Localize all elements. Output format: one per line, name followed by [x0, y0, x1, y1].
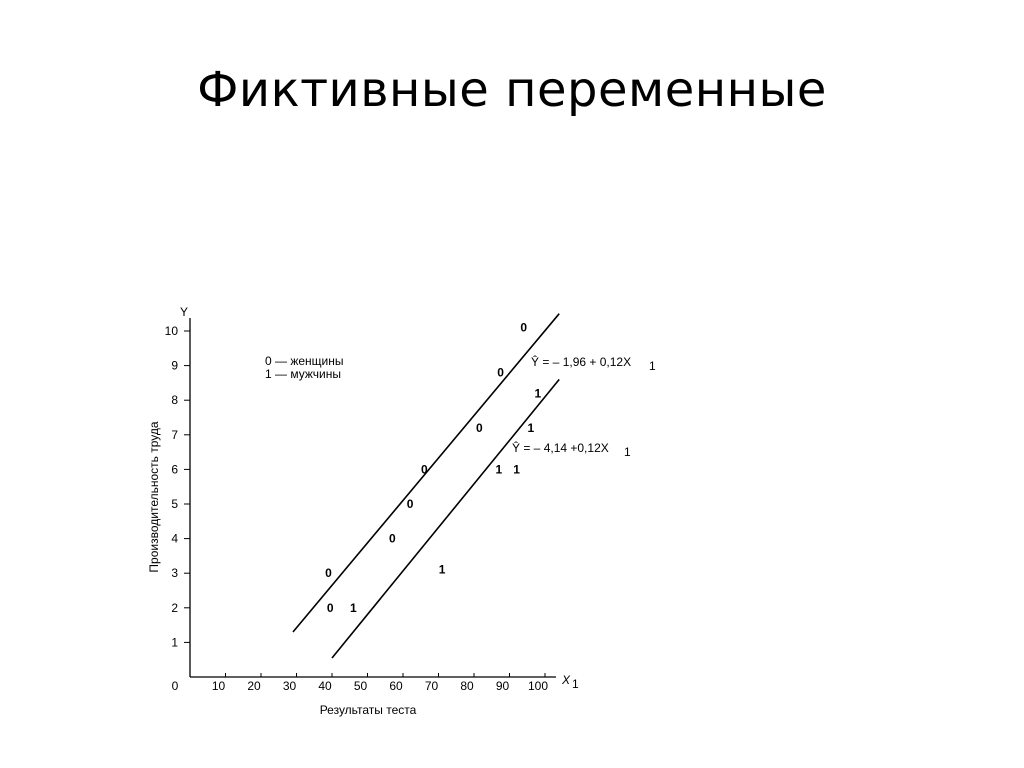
x-tick-label: 70	[424, 679, 439, 693]
x-tick-label: 30	[282, 679, 297, 693]
legend-item: 1 — мужчины	[265, 367, 341, 381]
x-tick-label: 20	[247, 679, 261, 693]
regression-equation-subscript: 1	[649, 359, 656, 373]
y-tick-label: 10	[164, 324, 178, 338]
data-point-0: 0	[326, 600, 334, 615]
chart-labels	[147, 305, 656, 717]
y-tick-label: 9	[171, 358, 178, 373]
y-tick-label: 5	[171, 497, 178, 511]
data-point-1: 1	[495, 462, 503, 477]
data-point-0: 0	[520, 320, 528, 335]
x-axis-subscript: 1	[572, 677, 579, 691]
x-tick-label: 90	[495, 679, 510, 693]
data-point-0: 0	[406, 497, 414, 511]
y-tick-label: 6	[171, 462, 178, 477]
x-tick-label: 0	[171, 679, 179, 693]
regression-equation-subscript: 1	[624, 445, 631, 459]
data-point-1: 1	[513, 462, 520, 477]
x-tick-label: 50	[353, 679, 368, 693]
data-point-1: 1	[534, 386, 542, 401]
y-axis-title: Производительность труда	[147, 421, 161, 573]
x-tick-label: 100	[527, 679, 549, 693]
y-axis-symbol: Y	[179, 305, 189, 319]
x-tick-label: 40	[318, 679, 332, 693]
y-tick-label: 8	[171, 393, 178, 408]
x-tick-label: 60	[389, 679, 403, 693]
data-point-0: 0	[420, 462, 428, 477]
y-tick-label: 4	[171, 531, 178, 546]
y-tick-label: 7	[171, 427, 178, 442]
data-point-1: 1	[438, 562, 446, 577]
y-tick-label: 2	[171, 600, 178, 615]
x-tick-label: 80	[460, 679, 474, 693]
y-tick-label: 3	[171, 566, 178, 581]
data-points	[325, 321, 541, 615]
y-tick-label: 1	[171, 635, 178, 650]
data-point-0: 0	[325, 566, 332, 581]
data-point-0: 0	[497, 365, 504, 380]
x-axis-title: Результаты теста	[319, 703, 417, 717]
regression-equation: Ŷ = – 1,96 + 0,12X	[531, 355, 632, 369]
data-point-1: 1	[349, 600, 357, 615]
regression-equation: Ŷ = – 4,14 +0,12X	[512, 441, 609, 455]
x-axis-symbol: X	[562, 673, 571, 687]
x-tick-label: 10	[211, 679, 226, 693]
regression-line	[332, 379, 559, 658]
data-point-0: 0	[475, 420, 483, 435]
slide-title: Фиктивные переменные	[197, 62, 827, 118]
data-point-1: 1	[527, 420, 535, 435]
chart-ticks	[165, 324, 549, 693]
legend-item: 0 — женщины	[265, 354, 344, 368]
data-point-0: 0	[389, 531, 396, 546]
